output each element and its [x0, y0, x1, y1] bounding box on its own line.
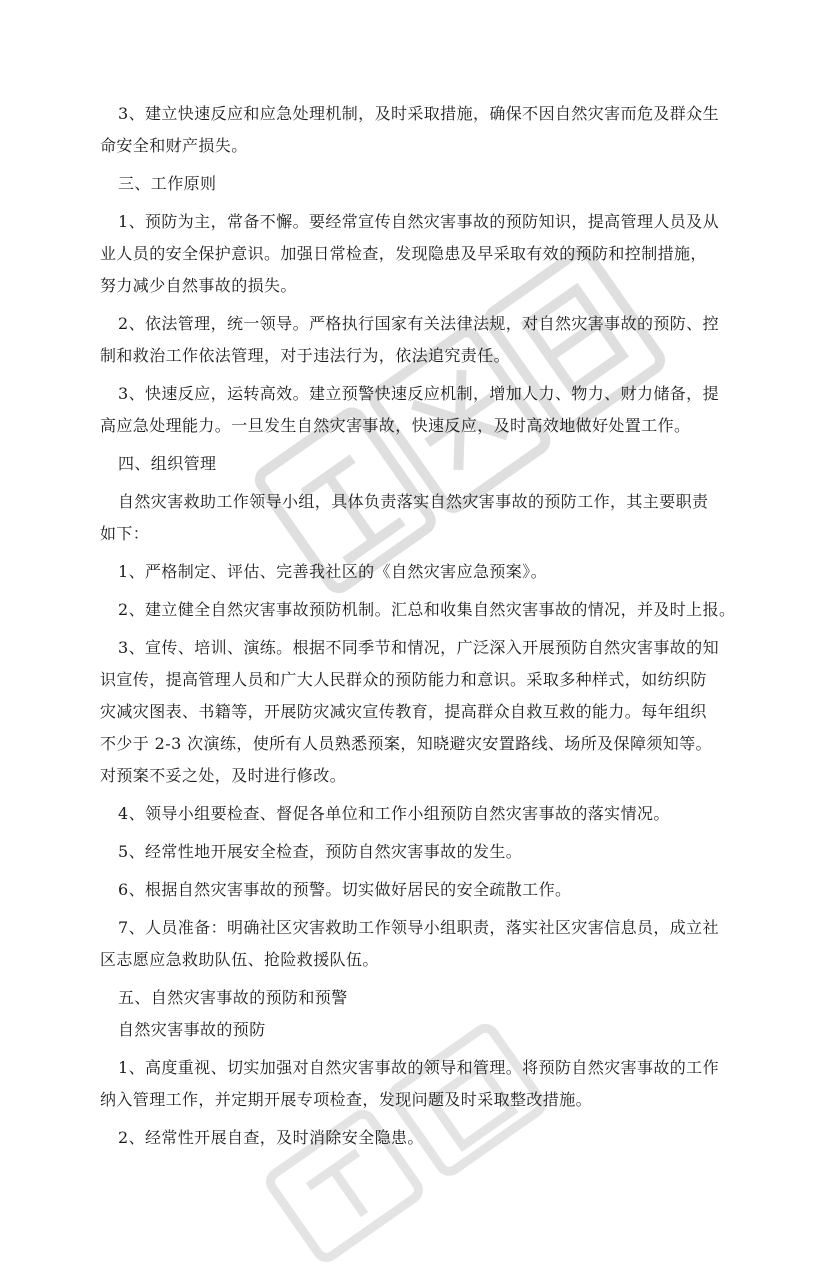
paragraph-prevention-2: [100, 1122, 740, 1154]
section-heading-principles: [100, 168, 740, 200]
text-line: 如下：: [100, 524, 150, 543]
text-line: 2、建立健全自然灾害事故预防机制。汇总和收集自然灾害事故的情况，并及时上报。: [118, 600, 736, 619]
paragraph-principle-3: [100, 378, 740, 442]
text-line: 1、严格制定、评估、完善我社区的《自然灾害应急预案》。: [118, 562, 547, 581]
document-body: [100, 98, 740, 1154]
text-line: 4、领导小组要检查、督促各单位和工作小组预防自然灾害事故的落实情况。: [118, 804, 670, 823]
text-line: 1、预防为主，常备不懈。要经常宣传自然灾害事故的预防知识，提高管理人员及从: [118, 212, 719, 231]
paragraph-duty-5: [100, 836, 740, 868]
heading-line: 四、组织管理: [118, 454, 217, 473]
paragraph-principle-1: [100, 206, 740, 302]
subheading-prevention: [100, 1014, 740, 1046]
text-line: 2、依法管理，统一领导。严格执行国家有关法律法规，对自然灾害事故的预防、控: [118, 314, 719, 333]
text-line: 区志愿应急救助队伍、抢险救援队伍。: [100, 950, 379, 969]
text-line: 制和救治工作依法管理，对于违法行为，依法追究责任。: [100, 346, 511, 365]
paragraph-duty-3: [100, 632, 740, 792]
paragraph-duty-7: [100, 912, 740, 976]
paragraph-duty-1: [100, 556, 740, 588]
text-line: 纳入管理工作，并定期开展专项检查，发现问题及时采取整改措施。: [100, 1090, 593, 1109]
text-line: 业人员的安全保护意识。加强日常检查，发现隐患及早采取有效的预防和控制措施，: [100, 244, 707, 263]
heading-line: 五、自然灾害事故的预防和预警: [118, 988, 348, 1007]
text-line: 命安全和财产损失。: [100, 136, 248, 155]
text-line: 不少于 2-3 次演练，使所有人员熟悉预案，知晓避灾安置路线、场所及保障须知等。: [100, 734, 712, 753]
text-line: 努力减少自然事故的损失。: [100, 276, 297, 295]
section-heading-organization: [100, 448, 740, 480]
paragraph-principle-2: [100, 308, 740, 372]
paragraph-duty-2: [100, 594, 740, 626]
paragraph-item-3: [100, 98, 740, 162]
text-line: 2、经常性开展自查，及时消除安全隐患。: [118, 1128, 424, 1147]
text-line: 3、宣传、培训、演练。根据不同季节和情况，广泛深入开展预防自然灾害事故的知: [118, 638, 719, 657]
text-line: 自然灾害救助工作领导小组，具体负责落实自然灾害事故的预防工作，其主要职责: [118, 492, 709, 511]
text-line: 识宣传，提高管理人员和广大人民群众的预防能力和意识。采取多种样式，如纺织防: [100, 670, 707, 689]
heading-line: 三、工作原则: [118, 174, 217, 193]
section-heading-prevention: [100, 982, 740, 1014]
paragraph-duty-6: [100, 874, 740, 906]
heading-line: 自然灾害事故的预防: [118, 1020, 266, 1039]
text-line: 对预案不妥之处，及时进行修改。: [100, 766, 347, 785]
text-line: 5、经常性地开展安全检查，预防自然灾害事故的发生。: [118, 842, 523, 861]
text-line: 3、建立快速反应和应急处理机制，及时采取措施，确保不因自然灾害而危及群众生: [118, 104, 719, 123]
text-line: 3、快速反应，运转高效。建立预警快速反应机制，增加人力、物力、财力储备，提: [118, 384, 719, 403]
paragraph-prevention-1: [100, 1052, 740, 1116]
text-line: 灾减灾图表、书籍等，开展防灾减灾宣传教育，提高群众自救互救的能力。每年组织: [100, 702, 707, 721]
text-line: 1、高度重视、切实加强对自然灾害事故的领导和管理。将预防自然灾害事故的工作: [118, 1058, 719, 1077]
paragraph-organization-intro: [100, 486, 740, 550]
text-line: 高应急处理能力。一旦发生自然灾害事故，快速反应，及时高效地做好处置工作。: [100, 416, 691, 435]
paragraph-duty-4: [100, 798, 740, 830]
text-line: 6、根据自然灾害事故的预警。切实做好居民的安全疏散工作。: [118, 880, 572, 899]
text-line: 7、人员准备：明确社区灾害救助工作领导小组职责，落实社区灾害信息员，成立社: [118, 918, 719, 937]
